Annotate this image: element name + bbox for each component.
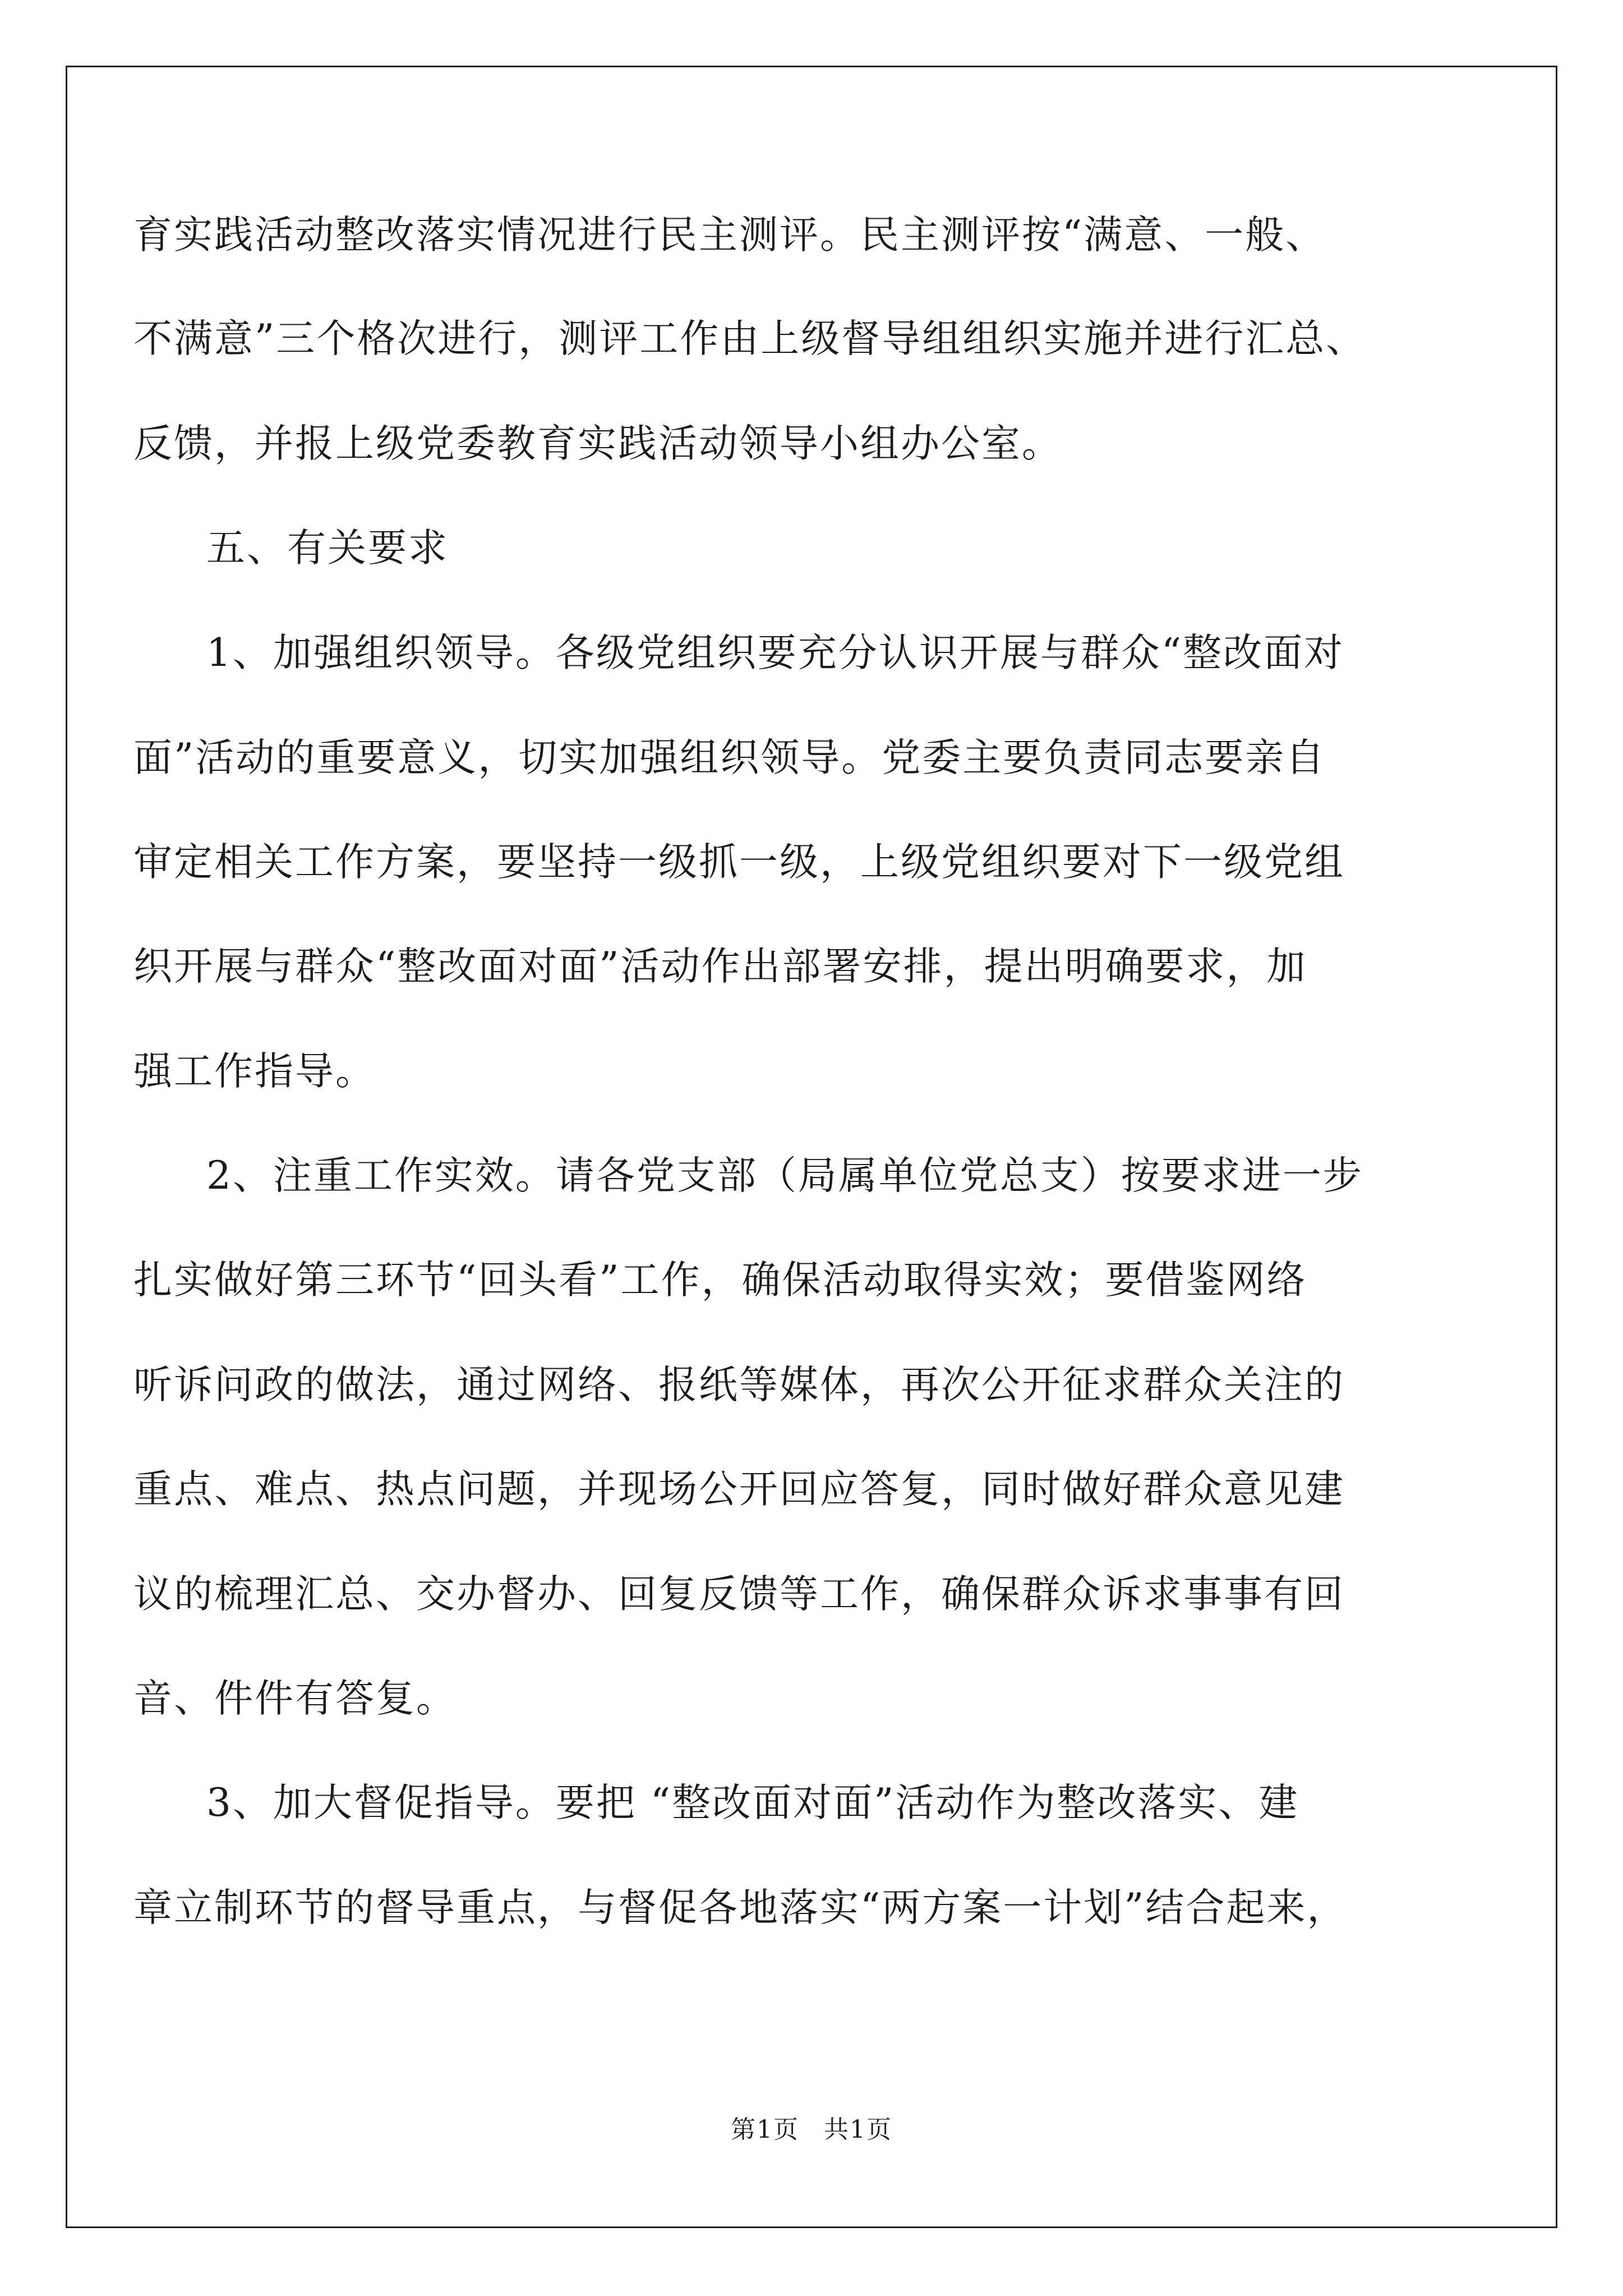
text-line: 审定相关工作方案，要坚持一级抓一级，上级党组织要对下一级党组 xyxy=(133,840,1345,885)
text-line: 强工作指导。 xyxy=(133,1049,376,1094)
text-line: 反馈，并报上级党委教育实践活动领导小组办公室。 xyxy=(133,421,1062,466)
text-line: 重点、难点、热点问题，并现场公开回应答复，同时做好群众意见建 xyxy=(133,1467,1345,1512)
text-line: 不满意”三个格次进行，测评工作由上级督导组组织实施并进行汇总、 xyxy=(133,316,1367,361)
text-line: 章立制环节的督导重点，与督促各地落实“两方案一计划”结合起来， xyxy=(133,1885,1348,1930)
text-line: 音、件件有答复。 xyxy=(133,1676,457,1721)
text-line: 面”活动的重要意义，切实加强组织领导。党委主要负责同志要亲自 xyxy=(133,735,1326,780)
text-line: 织开展与群众“整改面对面”活动作出部署安排，提出明确要求，加 xyxy=(133,944,1307,989)
text-line: 3、加大督促指导。要把 “整改面对面”活动作为整改落实、建 xyxy=(206,1780,1299,1825)
section-heading: 五、有关要求 xyxy=(206,526,449,570)
text-line: 1、加强组织领导。各级党组织要充分认识开展与群众“整改面对 xyxy=(206,631,1345,675)
page-footer xyxy=(0,2115,1623,2144)
text-line: 议的梳理汇总、交办督办、回复反馈等工作，确保群众诉求事事有回 xyxy=(133,1572,1345,1617)
text-line: 扎实做好第三环节“回头看”工作，确保活动取得实效；要借鉴网络 xyxy=(133,1258,1307,1303)
page-number: 第1页 xyxy=(731,2115,799,2144)
text-line: 听诉问政的做法，通过网络、报纸等媒体，再次公开征求群众关注的 xyxy=(133,1363,1345,1407)
page-total: 共1页 xyxy=(824,2115,892,2144)
text-line: 2、注重工作实效。请各党支部（局属单位党总支）按要求进一步 xyxy=(206,1153,1363,1198)
text-line: 育实践活动整改落实情况进行民主测评。民主测评按“满意、一般、 xyxy=(133,213,1326,257)
